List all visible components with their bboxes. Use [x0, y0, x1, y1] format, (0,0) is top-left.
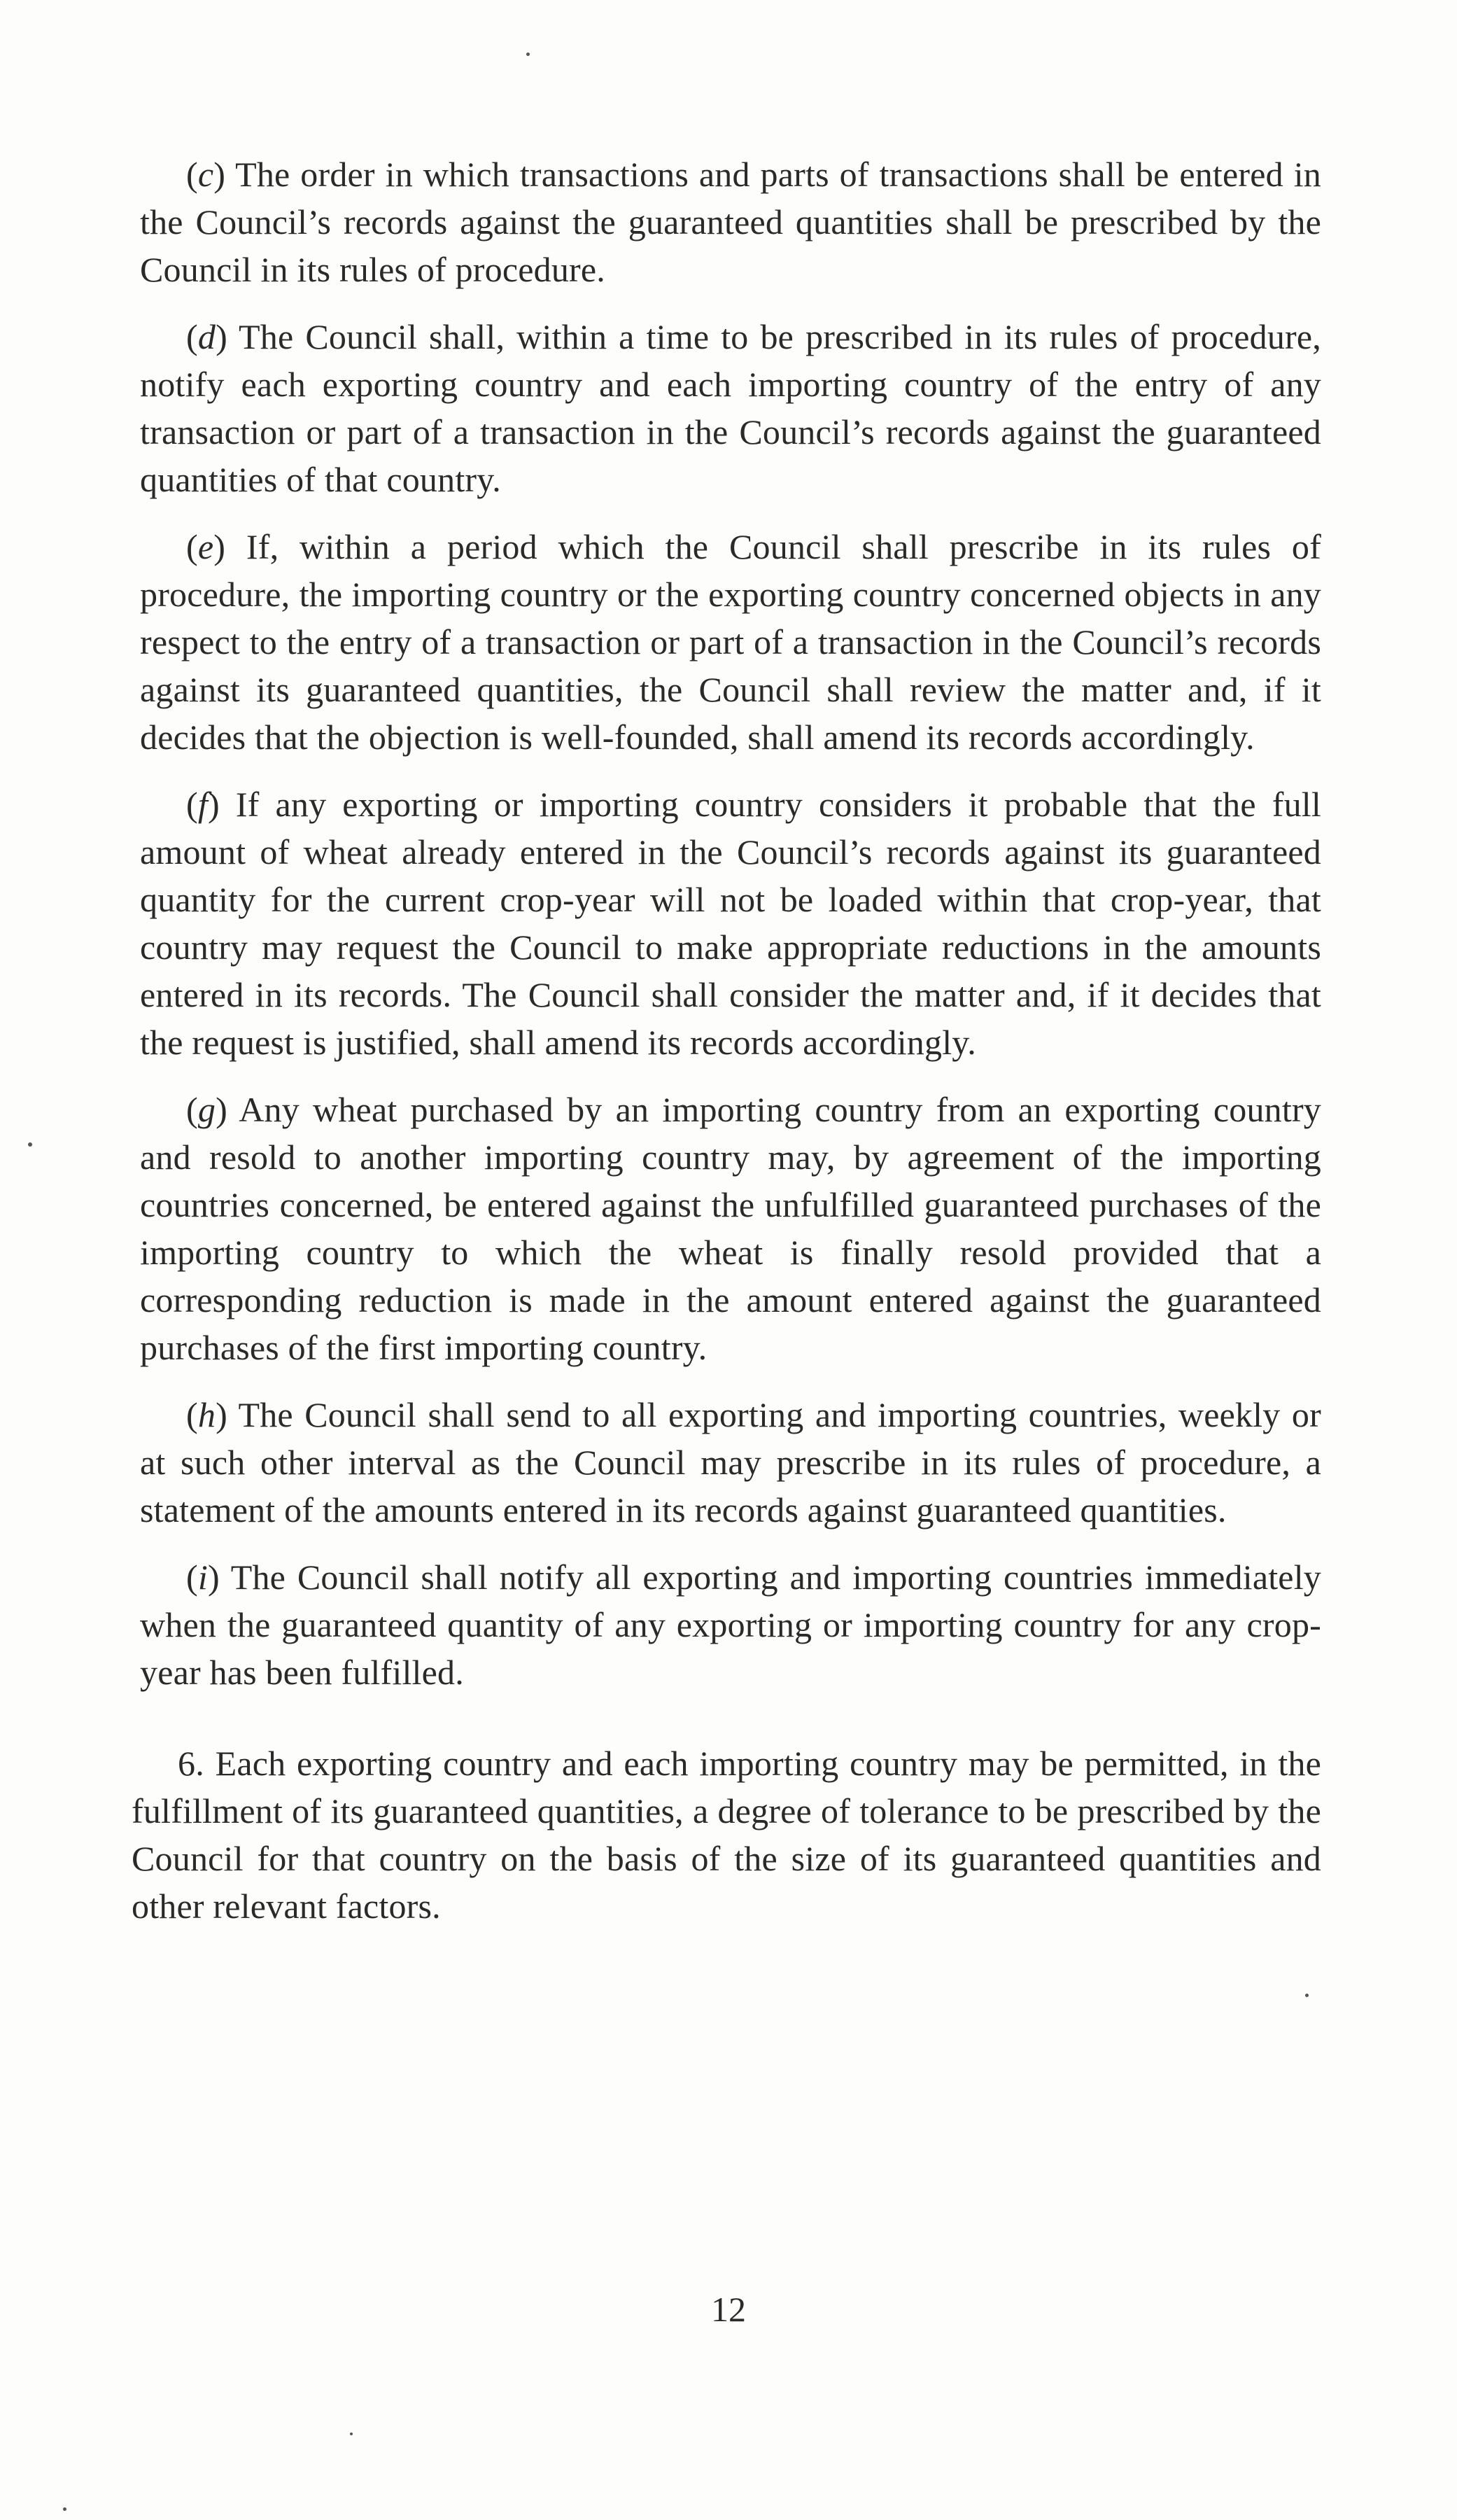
paragraph-label: i [197, 1558, 208, 1597]
paragraph-label: g [197, 1090, 216, 1129]
paragraph-e: (e) If, within a period which the Council shall prescribe in its rules of procedure, the importing country or the exporting country concerned objects in any respect to the entry of a transaction or part of a transaction in the Council’s records against its guaranteed quantities, the Council shall review the matter and, if it decides that the objection is well-founded, shall amend its records accordingly. [140, 527, 1321, 757]
paragraph-d: (d) The Council shall, within a time to be prescribed in its rules of procedure, notify each exporting country and each importing country of the entry of any transaction or part of a transaction in the Council’s records against the guaranteed quantities of that country. [140, 317, 1322, 499]
paragraph-label: d [197, 317, 216, 356]
scan-speck [63, 2507, 66, 2511]
paragraph-text: Any wheat purchased by an importing country from an exporting country and resold to another importing country may, by agreement of the importing countries concerned, be entered against the unfulfilled guaranteed purchases of the importing country to which the wheat is finally resold provided that a corresponding reduction is made in the amount entered against the guaranteed purchases of the first importing country. [140, 1090, 1321, 1367]
scan-speck [526, 52, 530, 56]
paragraph-i: (i) The Council shall notify all exporting and importing countries immediately when the guaranteed quantity of any exporting or importing country for any crop-year has been fulfilled. [140, 1558, 1321, 1692]
clause-number: 6. [178, 1744, 204, 1783]
scan-speck [28, 1142, 32, 1147]
paragraph-label: e [197, 527, 214, 566]
clause-text: Each exporting country and each importing country may be permitted, in the fulfillment of its guaranteed quantities, a degree of tolerance to be prescribed by the Council for that country on the basis of the size of its guaranteed quantities and other relevant factors. [132, 1744, 1321, 1926]
document-page [132, 150, 1322, 1949]
paragraph-h: (h) The Council shall send to all exporting and importing countries, weekly or at such other interval as the Council may prescribe in its rules of procedure, a statement of the amounts entered in its records against guaranteed quantities. [140, 1395, 1321, 1530]
paragraph-text: If, within a period which the Council shall prescribe in its rules of procedure, the importing country or the exporting country concerned objects in any respect to the entry of a transaction or part of a transaction in the Council’s records against its guaranteed quantities, the Council shall review the matter and, if it decides that the objection is well-founded, shall amend its records accordingly. [140, 527, 1321, 757]
paragraph-g: (g) Any wheat purchased by an importing country from an exporting country and resold to another importing country may, by agreement of the importing countries concerned, be entered against the unfulfilled guaranteed purchases of the importing country to which the wheat is finally resold provided that a corresponding reduction is made in the amount entered against the guaranteed purchases of the first importing country. [140, 1090, 1321, 1367]
paragraph-text: The order in which transactions and parts of transactions shall be entered in the Council’s records against the guaranteed quantities shall be prescribed by the Council in its rules of procedure. [140, 155, 1321, 289]
paragraph-label: c [197, 155, 214, 194]
scan-speck [1305, 1994, 1309, 1997]
paragraph-text: If any exporting or importing country considers it probable that the full amount of wheat already entered in the Council’s records against its guaranteed quantity for the current crop-year will not be loaded within that crop-year, that country may request the Council to make appropriate reductions in the amounts entered in its records. The Council shall consider the matter and, if it decides that the request is justified, shall amend its records accordingly. [140, 785, 1321, 1062]
page-number: 12 [711, 2290, 746, 2329]
paragraph-text: The Council shall notify all exporting and importing countries immediately when the guaranteed quantity of any exporting or importing country for any crop-year has been fulfilled. [140, 1558, 1321, 1692]
paragraph-c: (c) The order in which transactions and parts of transactions shall be entered in the Council’s records against the guaranteed quantities shall be prescribed by the Council in its rules of procedure. [140, 155, 1321, 289]
paragraph-label: h [197, 1395, 216, 1434]
paragraph-text: The Council shall, within a time to be prescribed in its rules of procedure, notify each exporting country and each importing country of the entry of any transaction or part of a transaction in the Council’s records against the guaranteed quantities of that country. [140, 317, 1322, 499]
scan-speck [350, 2432, 353, 2435]
paragraph-label: f [197, 785, 208, 824]
clause-6 [132, 1740, 1321, 1930]
paragraph-f: (f) If any exporting or importing country considers it probable that the full amount of wheat already entered in the Council’s records against its guaranteed quantity for the current crop-year will not be loaded within that crop-year, that country may request the Council to make appropriate reductions in the amounts entered in its records. The Council shall consider the matter and, if it decides that the request is justified, shall amend its records accordingly. [140, 785, 1321, 1062]
paragraph-text: The Council shall send to all exporting and importing countries, weekly or at such other interval as the Council may prescribe in its rules of procedure, a statement of the amounts entered in its records against guaranteed quantities. [140, 1395, 1321, 1530]
